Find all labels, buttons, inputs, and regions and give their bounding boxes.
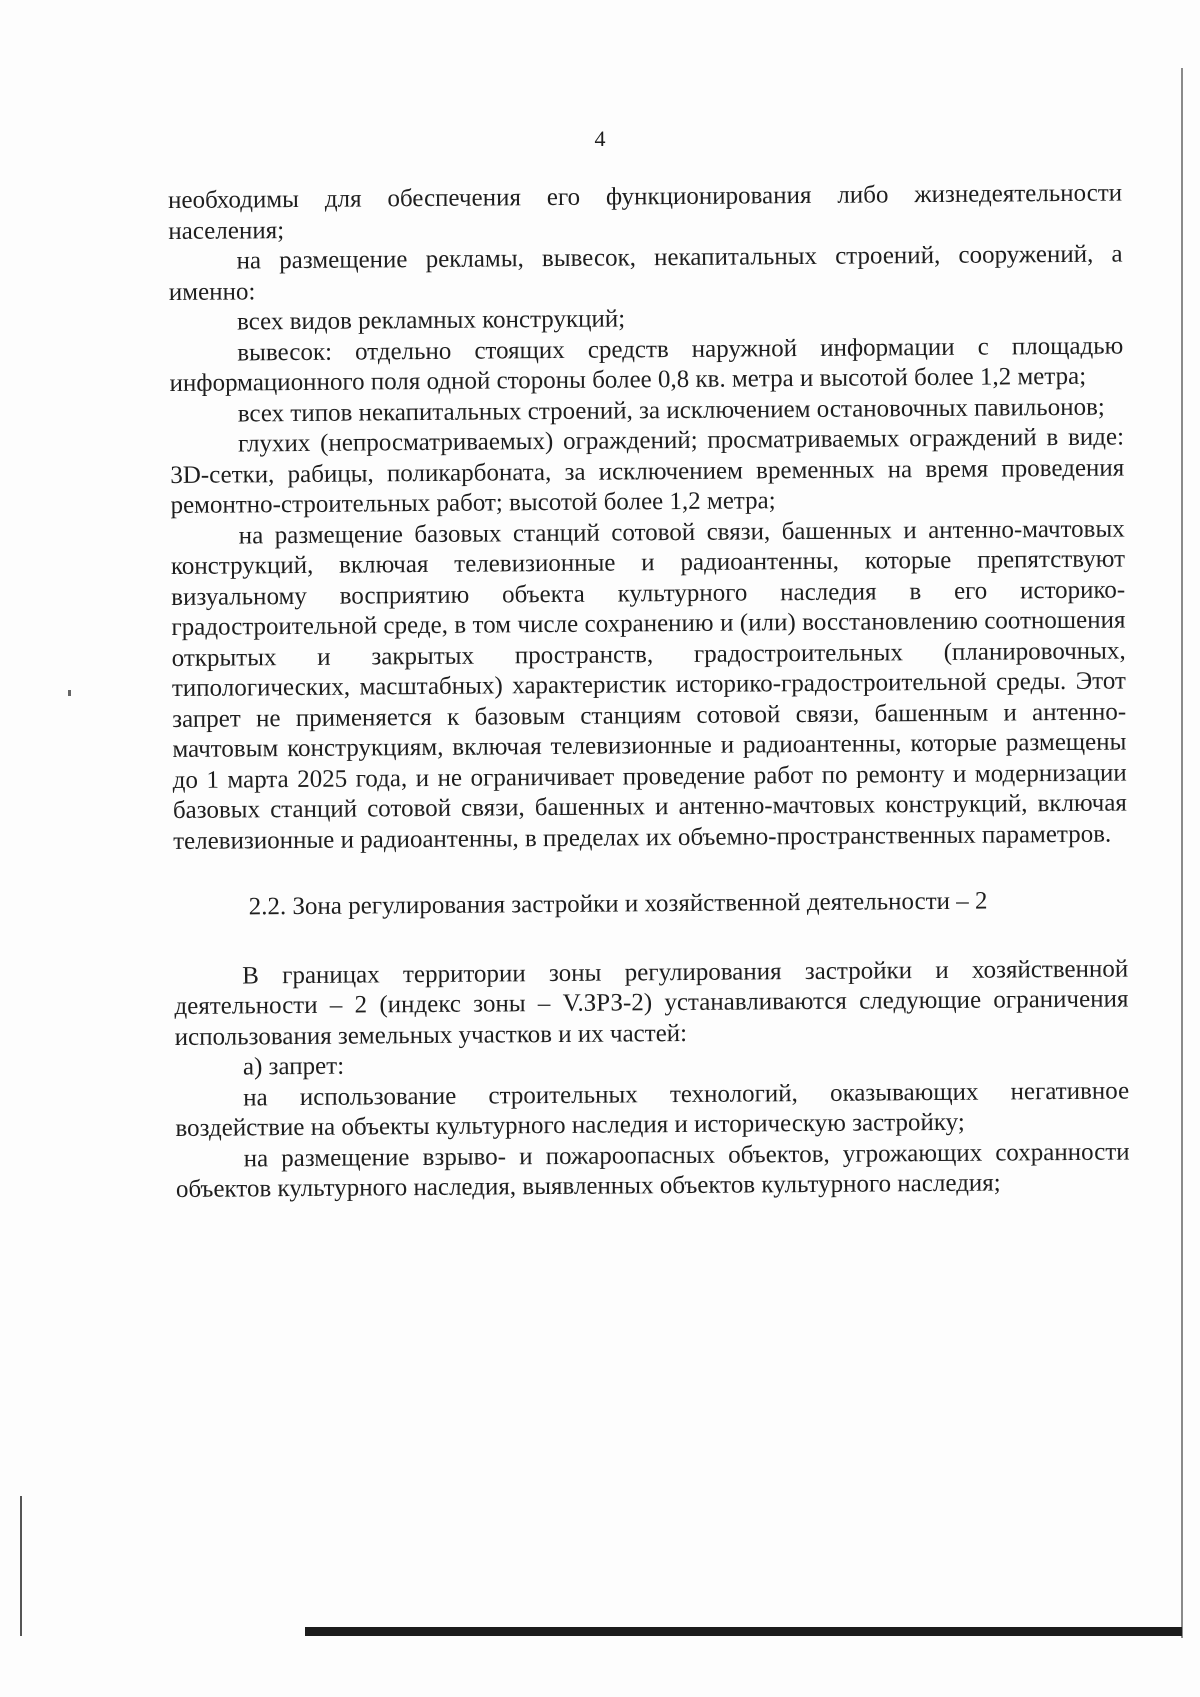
document-body [168,179,1130,1206]
paragraph: на размещение базовых станций сотовой связи, башенных и антенно-мачтовых конструкций, включая телевизионные и радиоантенны, которые препятствуют визуальному восприятию объекта культурного наследия в его историко-градостроительной среде, в том числе сохранению и (или) восстановлению соотношения открытых и закрытых пространств, градостроительных (планировочных, типологических, масштабных) характеристик историко-градостроительной среды. Этот запрет не применяется к базовым станциям сотовой связи, башенным и антенно-мачтовым конструкциям, включая телевизионные и радиоантенны, которые размещены до 1 марта 2025 года, и не ограничивает проведение работ по ремонту и модернизации базовых станций сотовой связи, башенных и антенно-мачтовых конструкций, включая телевизионные и радиоантенны, в пределах их объемно-пространственных параметров. [170,514,1127,855]
paragraph: В границах территории зоны регулирования застройки и хозяйственной деятельности – 2 (индекс зоны – V.ЗРЗ-2) устанавливаются следующие ограничения использования земельных участков и их частей: [174,954,1129,1051]
paragraph: вывесок: отдельно стоящих средств наружной информации с площадью информационного поля одной стороны более 0,8 кв. метра и высотой более 1,2 метра; [169,332,1124,397]
scan-left-edge [20,1496,22,1636]
paragraph: всех видов рекламных конструкций; [236,305,626,336]
paragraph: всех типов некапитальных строений, за исключением остановочных павильонов; [237,393,1105,427]
paragraph: на использование строительных технологий, оказывающих негативное воздействие на объекты культурного наследия и историческую застройку; [175,1076,1130,1142]
page-number: 4 [594,126,606,151]
scan-speck [68,690,71,696]
scan-bottom-bar [305,1627,1182,1636]
paragraph: глухих (непросматриваемых) ограждений; просматриваемых ограждений в виде: 3D-сетки, рабицы, поликарбоната, за исключением временных на время проведения ремонтно-строительных работ; высотой более 1,2 метра; [170,423,1125,519]
paragraph: на размещение взрыво- и пожароопасных объектов, угрожающих сохранности объектов культурного наследия, выявленных объектов культурного наследия; [175,1137,1130,1203]
paragraph: необходимы для обеспечения его функционирования либо жизнедеятельности населения; [168,179,1123,245]
paragraph: на размещение рекламы, вывесок, некапитальных строений, сооружений, а именно: [168,240,1123,306]
scan-right-edge [1181,68,1183,1638]
section-heading: 2.2. Зона регулирования застройки и хозяйственной деятельности – 2 [248,887,988,921]
paragraph: а) запрет: [242,1052,345,1081]
